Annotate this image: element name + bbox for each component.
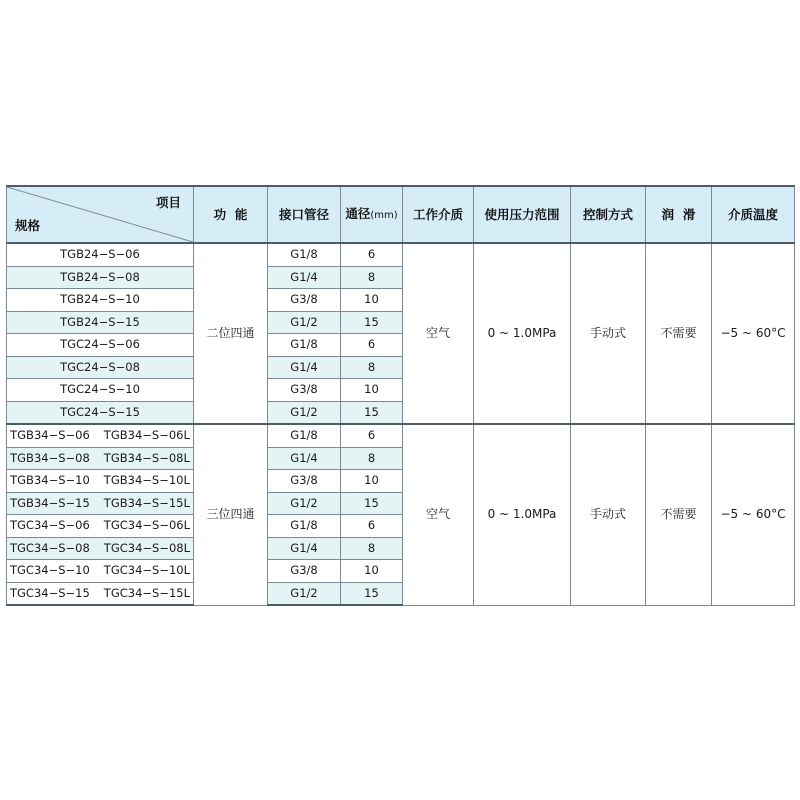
port-cell: G1/4 <box>268 356 341 379</box>
pressure-cell: 0 ~ 1.0MPa <box>474 424 571 605</box>
port-cell: G1/8 <box>268 424 341 447</box>
header-control: 控制方式 <box>571 186 646 243</box>
model-pair-cell <box>7 424 194 447</box>
model-pair-cell <box>7 515 194 538</box>
bore-cell: 15 <box>341 401 403 424</box>
port-cell: G3/8 <box>268 560 341 583</box>
bore-cell: 6 <box>341 424 403 447</box>
corner-top-label: 项目 <box>155 195 181 210</box>
port-cell: G1/8 <box>268 334 341 357</box>
corner-bottom-label: 规格 <box>15 218 41 233</box>
model-a: TGC34−S−06 <box>9 518 90 533</box>
group-two-position <box>7 243 795 424</box>
port-cell: G3/8 <box>268 289 341 312</box>
header-medium: 工作介质 <box>403 186 474 243</box>
header-bore <box>341 186 403 243</box>
bore-cell: 6 <box>341 334 403 357</box>
port-cell: G1/2 <box>268 401 341 424</box>
header-lubrication: 润 滑 <box>646 186 712 243</box>
temp-cell: −5 ~ 60°C <box>712 243 795 424</box>
bore-cell: 10 <box>341 560 403 583</box>
control-cell: 手动式 <box>571 424 646 605</box>
model-pair-cell <box>7 537 194 560</box>
table-row <box>7 243 795 266</box>
temp-cell: −5 ~ 60°C <box>712 424 795 605</box>
model-cell: TGB24−S−10 <box>7 289 194 312</box>
model-a: TGC34−S−15 <box>9 585 90 600</box>
function-cell: 二位四通 <box>194 243 268 424</box>
bore-cell: 8 <box>341 266 403 289</box>
model-cell: TGB24−S−15 <box>7 311 194 334</box>
header-bore-label: 通径 <box>345 206 371 221</box>
header-row <box>7 186 795 243</box>
control-cell: 手动式 <box>571 243 646 424</box>
port-cell: G1/2 <box>268 311 341 334</box>
model-b: TGB34−S−06L <box>103 428 190 443</box>
model-pair-cell <box>7 470 194 493</box>
model-cell: TGC24−S−06 <box>7 334 194 357</box>
bore-cell: 6 <box>341 243 403 266</box>
model-a: TGC34−S−10 <box>9 563 90 578</box>
port-cell: G1/4 <box>268 447 341 470</box>
model-b: TGC34−S−15L <box>103 585 191 600</box>
port-cell: G1/8 <box>268 243 341 266</box>
model-a: TGB34−S−08 <box>10 450 90 465</box>
pressure-cell: 0 ~ 1.0MPa <box>474 243 571 424</box>
header-medium-temp: 介质温度 <box>712 186 795 243</box>
bore-cell: 6 <box>341 515 403 538</box>
lubrication-cell: 不需要 <box>646 424 712 605</box>
group-three-position <box>7 424 795 605</box>
corner-header <box>7 186 194 243</box>
bore-cell: 8 <box>341 356 403 379</box>
port-cell: G1/2 <box>268 492 341 515</box>
header-port-size: 接口管径 <box>268 186 341 243</box>
model-a: TGB34−S−15 <box>10 495 90 510</box>
bore-cell: 15 <box>341 311 403 334</box>
port-cell: G1/4 <box>268 537 341 560</box>
bore-cell: 8 <box>341 537 403 560</box>
model-b: TGC34−S−06L <box>103 518 191 533</box>
model-b: TGB34−S−10L <box>103 473 190 488</box>
header-bore-unit: (mm) <box>370 210 398 221</box>
port-cell: G1/2 <box>268 582 341 605</box>
model-pair-cell <box>7 560 194 583</box>
bore-cell: 10 <box>341 289 403 312</box>
model-pair-cell <box>7 447 194 470</box>
header-function: 功 能 <box>194 186 268 243</box>
model-cell: TGC24−S−10 <box>7 379 194 402</box>
bore-cell: 15 <box>341 492 403 515</box>
model-cell: TGC24−S−08 <box>7 356 194 379</box>
model-a: TGB34−S−06 <box>10 428 90 443</box>
bore-cell: 8 <box>341 447 403 470</box>
model-cell: TGB24−S−06 <box>7 243 194 266</box>
model-b: TGC34−S−08L <box>103 540 191 555</box>
medium-cell: 空气 <box>403 424 474 605</box>
model-pair-cell <box>7 492 194 515</box>
model-b: TGC34−S−10L <box>103 563 191 578</box>
port-cell: G3/8 <box>268 470 341 493</box>
spec-table <box>6 185 795 606</box>
model-a: TGB34−S−10 <box>10 473 90 488</box>
port-cell: G1/4 <box>268 266 341 289</box>
port-cell: G1/8 <box>268 515 341 538</box>
model-b: TGB34−S−15L <box>103 495 190 510</box>
model-pair-cell <box>7 582 194 605</box>
lubrication-cell: 不需要 <box>646 243 712 424</box>
table-row <box>7 424 795 447</box>
bore-cell: 15 <box>341 582 403 605</box>
model-b: TGB34−S−08L <box>103 450 190 465</box>
port-cell: G3/8 <box>268 379 341 402</box>
bore-cell: 10 <box>341 470 403 493</box>
model-a: TGC34−S−08 <box>9 540 90 555</box>
model-cell: TGC24−S−15 <box>7 401 194 424</box>
bore-cell: 10 <box>341 379 403 402</box>
function-cell: 三位四通 <box>194 424 268 605</box>
medium-cell: 空气 <box>403 243 474 424</box>
model-cell: TGB24−S−08 <box>7 266 194 289</box>
header-pressure-range: 使用压力范围 <box>474 186 571 243</box>
